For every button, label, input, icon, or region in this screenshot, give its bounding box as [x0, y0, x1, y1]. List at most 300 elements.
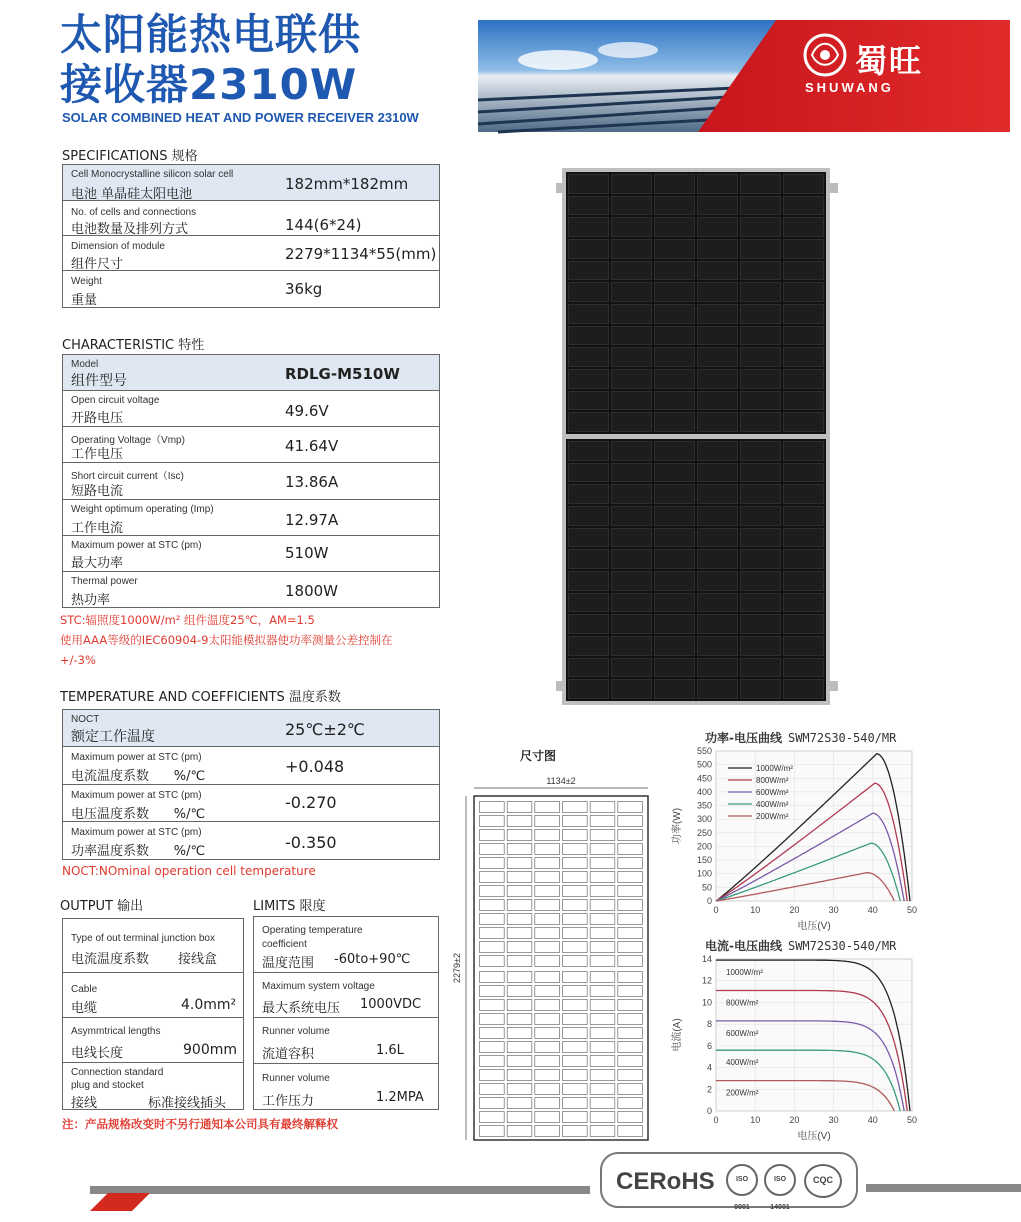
solar-cell — [783, 571, 824, 591]
drawing-cell — [563, 972, 588, 983]
solar-cell — [697, 506, 738, 526]
table-row — [254, 917, 438, 973]
drawing-cell — [590, 816, 615, 827]
solar-cell — [697, 549, 738, 569]
drawing-cell — [507, 858, 532, 869]
drawing-cell — [480, 972, 505, 983]
solar-cell — [740, 174, 781, 194]
table-row — [63, 165, 439, 201]
drawing-cell — [618, 1084, 643, 1095]
solar-cell — [740, 347, 781, 367]
solar-cell — [697, 347, 738, 367]
drawing-cell — [480, 1028, 505, 1039]
y-tick-label: 500 — [696, 759, 712, 770]
solar-cell — [783, 441, 824, 461]
solar-cell — [740, 506, 781, 526]
x-tick-label: 30 — [828, 1115, 839, 1125]
row-label-en: NOCT — [71, 714, 100, 725]
drawing-cell — [535, 1112, 560, 1123]
drawing-cell — [507, 844, 532, 855]
row-value: 标准接线插头 — [148, 1096, 227, 1111]
certification-badges — [600, 1152, 858, 1211]
solar-cell — [568, 549, 609, 569]
drawing-cell — [618, 1070, 643, 1081]
solar-cell — [654, 441, 695, 461]
solar-cell — [654, 347, 695, 367]
row-value: 25℃±2℃ — [285, 720, 365, 739]
solar-cell — [568, 174, 609, 194]
y-tick-label: 200 — [696, 841, 712, 852]
drawing-cell — [507, 1070, 532, 1081]
drawing-cell — [507, 1056, 532, 1067]
drawing-cell — [507, 900, 532, 911]
row-label-en: Short circuit current（Isc) — [71, 471, 184, 482]
solar-cell — [783, 463, 824, 483]
row-value: -0.350 — [285, 833, 337, 852]
solar-cell — [697, 174, 738, 194]
specifications-table — [62, 164, 440, 308]
row-value: RDLG-M510W — [285, 365, 400, 383]
solar-cell — [611, 528, 652, 548]
drawing-cell — [563, 1056, 588, 1067]
stc-note-line-1: STC:辐照度1000W/m² 组件温度25℃，AM=1.5 — [60, 613, 315, 627]
solar-cell — [611, 614, 652, 634]
solar-cell — [697, 196, 738, 216]
panel-bottom-half — [566, 439, 826, 701]
table-row — [63, 271, 439, 307]
solar-cell — [740, 593, 781, 613]
row-value: 900mm — [183, 1042, 237, 1058]
y-tick-label: 6 — [706, 1040, 712, 1051]
solar-cell — [611, 463, 652, 483]
row-label-zh: 额定工作温度 — [71, 729, 155, 745]
drawing-cell — [563, 1126, 588, 1137]
x-tick-label: 40 — [867, 905, 878, 915]
drawing-cell — [618, 942, 643, 953]
x-tick-label: 20 — [789, 1115, 800, 1125]
drawing-cell — [618, 1000, 643, 1011]
solar-cell — [568, 528, 609, 548]
series-label: 200W/m² — [756, 812, 789, 821]
row-label-zh: 重量 — [71, 293, 98, 308]
stc-note-line-2: 使用AAA等级的IEC60904-9太阳能模拟器使功率测量公差控制在 — [60, 633, 393, 647]
drawing-cell — [535, 956, 560, 967]
y-tick-label: 12 — [701, 975, 712, 986]
row-value: 12.97A — [285, 511, 339, 529]
drawing-cell — [535, 802, 560, 813]
drawing-cell — [535, 830, 560, 841]
iso14001-seal-icon: ISO 14001 — [764, 1164, 796, 1196]
solar-cell — [568, 571, 609, 591]
row-label-en: Maximum power at STC (pm) — [71, 752, 202, 763]
row-label-zh: 功率温度系数 %/℃ — [71, 844, 206, 859]
solar-cell — [568, 239, 609, 259]
subtitle-en: SOLAR COMBINED HEAT AND POWER RECEIVER 2310W — [62, 110, 419, 125]
drawing-cell — [480, 1042, 505, 1053]
drawing-cell — [590, 1112, 615, 1123]
drawing-cell — [507, 1014, 532, 1025]
x-tick-label: 40 — [867, 1115, 878, 1125]
row-value: 510W — [285, 544, 329, 562]
dimension-drawing-title: 尺寸图 — [520, 749, 557, 763]
solar-cell — [611, 391, 652, 411]
solar-cell — [697, 593, 738, 613]
row-value: 2279*1134*55(mm) — [285, 245, 437, 263]
table-row — [254, 1018, 438, 1064]
drawing-cell — [480, 986, 505, 997]
pv-curve-title-text: 功率-电压曲线 — [705, 731, 782, 745]
solar-cell — [654, 593, 695, 613]
drawing-cell — [618, 900, 643, 911]
drawing-cell — [563, 816, 588, 827]
iso9001-seal-icon: ISO 9001 — [726, 1164, 758, 1196]
drawing-cell — [535, 1084, 560, 1095]
x-axis-label: 电压(V) — [797, 921, 831, 932]
solar-cell — [654, 261, 695, 281]
y-axis-label: 电流(A) — [672, 1018, 683, 1052]
solar-cell — [740, 679, 781, 699]
solar-cell — [568, 304, 609, 324]
solar-cell — [740, 412, 781, 432]
solar-cell — [654, 463, 695, 483]
panel-top-half — [566, 172, 826, 434]
iv-curve-title-text: 电流-电压曲线 — [705, 939, 782, 953]
series-label: 400W/m² — [726, 1058, 759, 1068]
stc-note-line-3: +/-3% — [60, 653, 96, 667]
specifications-heading: SPECIFICATIONS 规格 — [62, 149, 198, 164]
iv-curve-title — [705, 937, 896, 954]
row-label-en: Maximum power at STC (pm) — [71, 790, 202, 801]
solar-cell — [568, 196, 609, 216]
drawing-cell — [590, 942, 615, 953]
drawing-cell — [563, 1084, 588, 1095]
solar-cell — [611, 636, 652, 656]
temperature-table — [62, 709, 440, 860]
footer-bar-left — [90, 1186, 590, 1194]
drawing-cell — [480, 1112, 505, 1123]
table-row — [63, 710, 439, 747]
solar-cell — [654, 304, 695, 324]
solar-cell — [654, 484, 695, 504]
solar-cell — [611, 679, 652, 699]
characteristic-heading: CHARACTERISTIC 特性 — [62, 338, 205, 353]
drawing-cell — [480, 928, 505, 939]
drawing-cell — [535, 844, 560, 855]
solar-cell — [654, 217, 695, 237]
table-row — [63, 747, 439, 785]
solar-cell — [783, 196, 824, 216]
table-row — [63, 427, 439, 463]
solar-cell — [783, 549, 824, 569]
row-value: 13.86A — [285, 473, 339, 491]
solar-cell — [740, 369, 781, 389]
solar-cell — [697, 304, 738, 324]
drawing-cell — [618, 1112, 643, 1123]
drawing-cell — [535, 942, 560, 953]
solar-cell — [611, 441, 652, 461]
drawing-cell — [480, 1070, 505, 1081]
y-tick-label: 4 — [706, 1062, 712, 1073]
row-label-en: Asymmtrical lengths — [71, 1026, 161, 1037]
solar-cell — [697, 658, 738, 678]
table-row — [254, 973, 438, 1018]
row-label-zh: 短路电流 — [71, 484, 124, 499]
solar-cell — [697, 391, 738, 411]
solar-cell — [697, 636, 738, 656]
row-label-zh: 电流温度系数 — [71, 952, 150, 967]
solar-cell — [697, 614, 738, 634]
y-tick-label: 0 — [706, 1106, 712, 1116]
solar-cell — [697, 282, 738, 302]
solar-cell — [611, 217, 652, 237]
solar-cell — [783, 326, 824, 346]
x-tick-label: 20 — [789, 905, 800, 915]
drawing-cell — [590, 886, 615, 897]
drawing-cell — [618, 816, 643, 827]
series-label: 200W/m² — [726, 1088, 759, 1098]
solar-cell — [654, 528, 695, 548]
y-axis-label: 功率(W) — [672, 807, 683, 845]
drawing-cell — [480, 942, 505, 953]
row-label-en: No. of cells and connections — [71, 207, 197, 218]
drawing-cell — [590, 872, 615, 883]
row-label-en: Maximum power at STC (pm) — [71, 827, 202, 838]
drawing-cell — [590, 830, 615, 841]
drawing-cell — [535, 914, 560, 925]
output-heading: OUTPUT 输出 — [60, 899, 144, 914]
table-row — [63, 500, 439, 536]
solar-cell — [654, 636, 695, 656]
title-line-2: 接收器2310W — [60, 60, 358, 109]
table-row — [63, 822, 439, 859]
solar-cell — [568, 441, 609, 461]
iv-curve-model: SWM72S30-540/MR — [787, 939, 897, 953]
solar-cell — [568, 391, 609, 411]
solar-cell — [740, 391, 781, 411]
solar-cell — [611, 239, 652, 259]
drawing-cell — [480, 858, 505, 869]
row-label-en: Cable — [71, 984, 98, 995]
row-label-zh: 最大系统电压 — [262, 1001, 341, 1016]
solar-cell — [654, 614, 695, 634]
row-label-zh: 电池 单晶硅太阳电池 — [71, 187, 193, 202]
row-label-en: Cell Monocrystalline silicon solar cell — [71, 169, 234, 180]
footer-disclaimer: 注：产品规格改变时不另行通知本公司具有最终解释权 — [62, 1117, 338, 1131]
drawing-cell — [535, 858, 560, 869]
solar-cell — [611, 261, 652, 281]
drawing-cell — [563, 1000, 588, 1011]
row-value: 1.6L — [376, 1043, 404, 1058]
drawing-cell — [618, 844, 643, 855]
drawing-cell — [507, 986, 532, 997]
x-tick-label: 50 — [906, 1115, 918, 1125]
solar-cell — [740, 463, 781, 483]
solar-cell — [654, 506, 695, 526]
row-value: 49.6V — [285, 402, 329, 420]
row-label-en: Maximum power at STC (pm) — [71, 540, 202, 551]
y-tick-label: 250 — [696, 827, 712, 838]
output-table — [62, 918, 244, 1110]
solar-cell — [568, 658, 609, 678]
solar-cell — [654, 412, 695, 432]
dimension-drawing — [452, 770, 656, 1142]
brand-name-zh: 蜀旺 — [855, 42, 924, 80]
series-label: 800W/m² — [756, 776, 789, 785]
drawing-cell — [590, 1042, 615, 1053]
solar-cell — [783, 369, 824, 389]
drawing-cell — [618, 1126, 643, 1137]
row-label-zh: 电线长度 — [71, 1046, 124, 1061]
series-label: 1000W/m² — [756, 764, 793, 773]
drawing-cell — [563, 872, 588, 883]
current-voltage-chart — [668, 953, 928, 1148]
drawing-cell — [507, 1028, 532, 1039]
row-value: -0.270 — [285, 793, 337, 812]
solar-cell — [783, 304, 824, 324]
solar-cell — [654, 571, 695, 591]
drawing-cell — [535, 1126, 560, 1137]
drawing-cell — [563, 830, 588, 841]
x-axis-label: 电压(V) — [797, 1131, 831, 1142]
solar-cell — [783, 391, 824, 411]
dimension-height-label: 2279±2 — [452, 953, 462, 983]
drawing-cell — [480, 1084, 505, 1095]
solar-cell — [568, 484, 609, 504]
stc-note — [60, 610, 392, 670]
row-label-zh: 工作电流 — [71, 521, 124, 536]
solar-cell — [697, 463, 738, 483]
y-tick-label: 400 — [696, 786, 712, 797]
drawing-cell — [480, 900, 505, 911]
drawing-cell — [590, 1028, 615, 1039]
row-value: 36kg — [285, 280, 323, 298]
drawing-cell — [618, 1014, 643, 1025]
drawing-cell — [563, 956, 588, 967]
page-title — [60, 10, 361, 110]
drawing-cell — [507, 1112, 532, 1123]
solar-cell — [740, 282, 781, 302]
y-tick-label: 14 — [701, 954, 712, 964]
drawing-cell — [590, 1084, 615, 1095]
y-tick-label: 300 — [696, 814, 712, 825]
drawing-cell — [480, 1126, 505, 1137]
drawing-cell — [535, 1070, 560, 1081]
footer-red-accent — [90, 1193, 150, 1211]
drawing-cell — [507, 1126, 532, 1137]
solar-cell — [654, 391, 695, 411]
drawing-cell — [480, 872, 505, 883]
solar-cell — [697, 441, 738, 461]
row-label-zh: 电缆 — [71, 1001, 98, 1016]
drawing-cell — [618, 1056, 643, 1067]
row-label-zh: 组件型号 — [71, 373, 127, 389]
row-label-zh: 电流温度系数 %/℃ — [71, 769, 206, 784]
solar-cell — [611, 571, 652, 591]
table-row — [63, 391, 439, 427]
drawing-cell — [535, 1056, 560, 1067]
row-label-en: Type of out terminal junction box — [71, 933, 215, 944]
table-row — [63, 973, 243, 1018]
drawing-cell — [507, 872, 532, 883]
series-label: 600W/m² — [756, 788, 789, 797]
row-label-en-2: plug and stocket — [71, 1080, 144, 1091]
temperature-heading: TEMPERATURE AND COEFFICIENTS 温度系数 — [60, 690, 341, 705]
solar-cell — [568, 217, 609, 237]
row-label-zh: 组件尺寸 — [71, 257, 124, 272]
drawing-cell — [535, 972, 560, 983]
drawing-cell — [480, 1056, 505, 1067]
drawing-cell — [590, 1014, 615, 1025]
drawing-cell — [618, 956, 643, 967]
solar-cell — [697, 369, 738, 389]
solar-cell — [611, 412, 652, 432]
drawing-cell — [507, 1098, 532, 1109]
solar-cell — [783, 528, 824, 548]
row-label-en-2: coefficient — [262, 939, 307, 950]
solar-cell — [697, 679, 738, 699]
solar-cell — [611, 347, 652, 367]
solar-cell — [783, 261, 824, 281]
table-row — [63, 201, 439, 236]
row-value: 144(6*24) — [285, 216, 362, 234]
row-label-en: Thermal power — [71, 576, 138, 587]
drawing-cell — [507, 928, 532, 939]
drawing-cell — [535, 1014, 560, 1025]
solar-cell — [568, 282, 609, 302]
drawing-cell — [590, 1000, 615, 1011]
solar-cell — [568, 679, 609, 699]
solar-cell — [611, 658, 652, 678]
solar-cell — [654, 174, 695, 194]
plot-area — [716, 751, 912, 901]
dragon-emblem-icon — [800, 30, 850, 80]
row-value: 1800W — [285, 582, 339, 600]
solar-cell — [611, 174, 652, 194]
limits-table — [253, 916, 439, 1110]
drawing-cell — [618, 914, 643, 925]
solar-cell — [783, 412, 824, 432]
brand-name-en: SHUWANG — [805, 80, 894, 95]
drawing-cell — [535, 1042, 560, 1053]
drawing-cell — [480, 914, 505, 925]
solar-cell — [611, 484, 652, 504]
solar-cell — [783, 658, 824, 678]
solar-cell — [783, 484, 824, 504]
cqc-seal-icon: CQC — [804, 1164, 842, 1198]
solar-cell — [611, 506, 652, 526]
row-label-en: Model — [71, 359, 99, 370]
solar-cell — [697, 326, 738, 346]
table-row — [63, 919, 243, 973]
solar-cell — [611, 549, 652, 569]
solar-cell — [568, 593, 609, 613]
solar-cell — [740, 484, 781, 504]
table-row — [63, 1018, 243, 1063]
x-tick-label: 0 — [713, 1115, 719, 1125]
drawing-cell — [563, 1098, 588, 1109]
row-value: 41.64V — [285, 437, 339, 455]
table-row — [63, 536, 439, 572]
drawing-cell — [590, 972, 615, 983]
solar-cell — [568, 412, 609, 432]
solar-cell — [783, 174, 824, 194]
row-value: 1000VDC — [360, 997, 422, 1012]
series-label: 600W/m² — [726, 1028, 759, 1038]
row-label-zh: 电池数量及排列方式 — [71, 222, 189, 237]
solar-cell — [783, 282, 824, 302]
drawing-cell — [507, 972, 532, 983]
solar-cell — [697, 217, 738, 237]
